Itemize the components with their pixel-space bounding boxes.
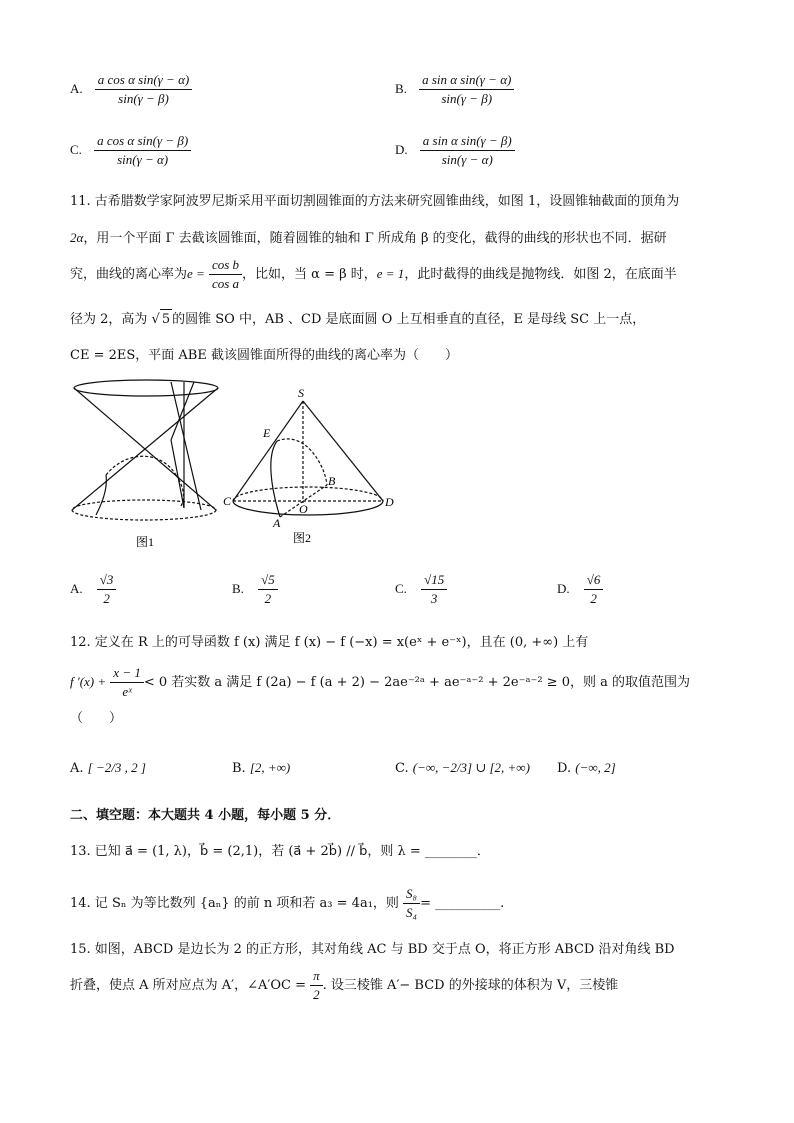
q12-option-d: D. (−∞, 2] xyxy=(557,760,616,776)
q11-line2: 2α，用一个平面 Γ 去截该圆锥面，随着圆锥的轴和 Γ 所成角 β 的变化，截得的曲线的形状也不同．据研 xyxy=(70,230,667,246)
figure-1 xyxy=(66,380,236,550)
q10-option-a: A. $\frac{\text{a cos α sin(γ − α)}}{\sin(\gamma - \beta)}$ xyxy=(70,72,192,107)
fig2-label-a: A xyxy=(273,516,281,530)
q11-option-c: C. $\frac{√15}{3}$ xyxy=(395,572,447,607)
fig2-label-s: S xyxy=(298,386,304,400)
fig1-bottom-ellipse xyxy=(72,500,216,520)
q12-line1: 12. 定义在 R 上的可导函数 f (x) 满足 f (x) − f (−x) = x(eˣ + e⁻ˣ)，且在 (0, +∞) 上有 xyxy=(70,635,589,650)
q11-option-a: A. $\frac{√3}{2}$ xyxy=(70,572,116,607)
q12-line2: f ′(x) + $\frac{x - 1}{\text{eˣ}}$ < 0 若实数 a 满足 f (2a) − f (a + 2) − 2ae⁻²ᵃ + ae⁻ᵃ⁻² + 2e⁻ᵃ⁻² ≥ 0，则 a 的取值范围为 xyxy=(70,665,690,699)
section-2-heading: 二、填空题：本大题共 4 小题，每小题 5 分． xyxy=(70,808,341,823)
figure-2 xyxy=(225,385,405,550)
q13-text: 13. 已知 a⃗ = (1, λ)，b⃗ = (2,1)，若 (a⃗ + 2b⃗) // b⃗，则 λ = ________． xyxy=(70,844,490,859)
fig1-top-ellipse xyxy=(74,380,218,396)
q11-line1: 11. 古希腊数学家阿波罗尼斯采用平面切割圆锥面的方法来研究圆锥曲线，如图 1，设圆锥轴截面的顶角为 xyxy=(70,194,680,209)
q11-line5: CE = 2ES，平面 ABE 截该圆锥面所得的曲线的离心率为（ ） xyxy=(70,348,458,363)
q11-option-d: D. $\frac{√6}{2}$ xyxy=(557,572,603,607)
fig2-label-o: O xyxy=(299,502,308,516)
q10-option-d: D. $\frac{\text{a sin α sin(γ − β)}}{\sin(\gamma - \alpha)}$ xyxy=(395,133,515,168)
q12-option-b: B. [2, +∞) xyxy=(232,760,291,776)
fig2-label-e: E xyxy=(263,426,271,440)
fig2-label-c: C xyxy=(223,494,232,508)
fig2-label-b: B xyxy=(328,474,336,488)
q15-line2: 折叠，使点 A 所对应点为 A′，∠A′OC = $\frac{\pi}{2}$ . 设三棱锥 A′− BCD 的外接球的体积为 V，三棱锥 xyxy=(70,968,619,1002)
q12-option-a: A. [ −2/3 , 2 ] xyxy=(70,760,146,776)
q10-option-c: C. $\frac{\text{a cos α sin(γ − β)}}{\sin(\gamma - \alpha)}$ xyxy=(70,133,191,168)
q11-line3: 究，曲线的离心率为e = $\frac{\text{cos b}}{\text{cos a}}$ ，比如，当 α = β 时，e = 1，此时截得的曲线是抛物线．如图 2，在底面半 xyxy=(70,257,677,291)
q14-text: 14. 记 Sₙ 为等比数列 {aₙ} 的前 n 项和若 a₃ = 4a₁，则 $\frac{\text{S₈}}{\text{S₄}}$ = __________. xyxy=(70,886,505,920)
q11-option-b: B. $\frac{√5}{2}$ xyxy=(232,572,278,607)
q12-option-c: C. (−∞, −2/3] ∪ [2, +∞) xyxy=(395,760,530,776)
fig2-label-d: D xyxy=(385,495,394,509)
q15-line1: 15. 如图，ABCD 是边长为 2 的正方形，其对角线 AC 与 BD 交于点 O，将正方形 ABCD 沿对角线 BD xyxy=(70,942,675,957)
q12-line3: （ ） xyxy=(70,711,123,726)
fig1-caption: 图1 xyxy=(136,535,155,549)
fig2-caption: 图2 xyxy=(293,531,312,545)
q10-option-b: B. $\frac{\text{a sin α sin(γ − α)}}{\sin(\gamma - \beta)}$ xyxy=(395,72,514,107)
q11-line4: 径为 2，高为 √ 5 的圆锥 SO 中，AB 、CD 是底面圆 O 上互相垂直的直径，E 是母线 SC 上一点， xyxy=(70,309,645,330)
